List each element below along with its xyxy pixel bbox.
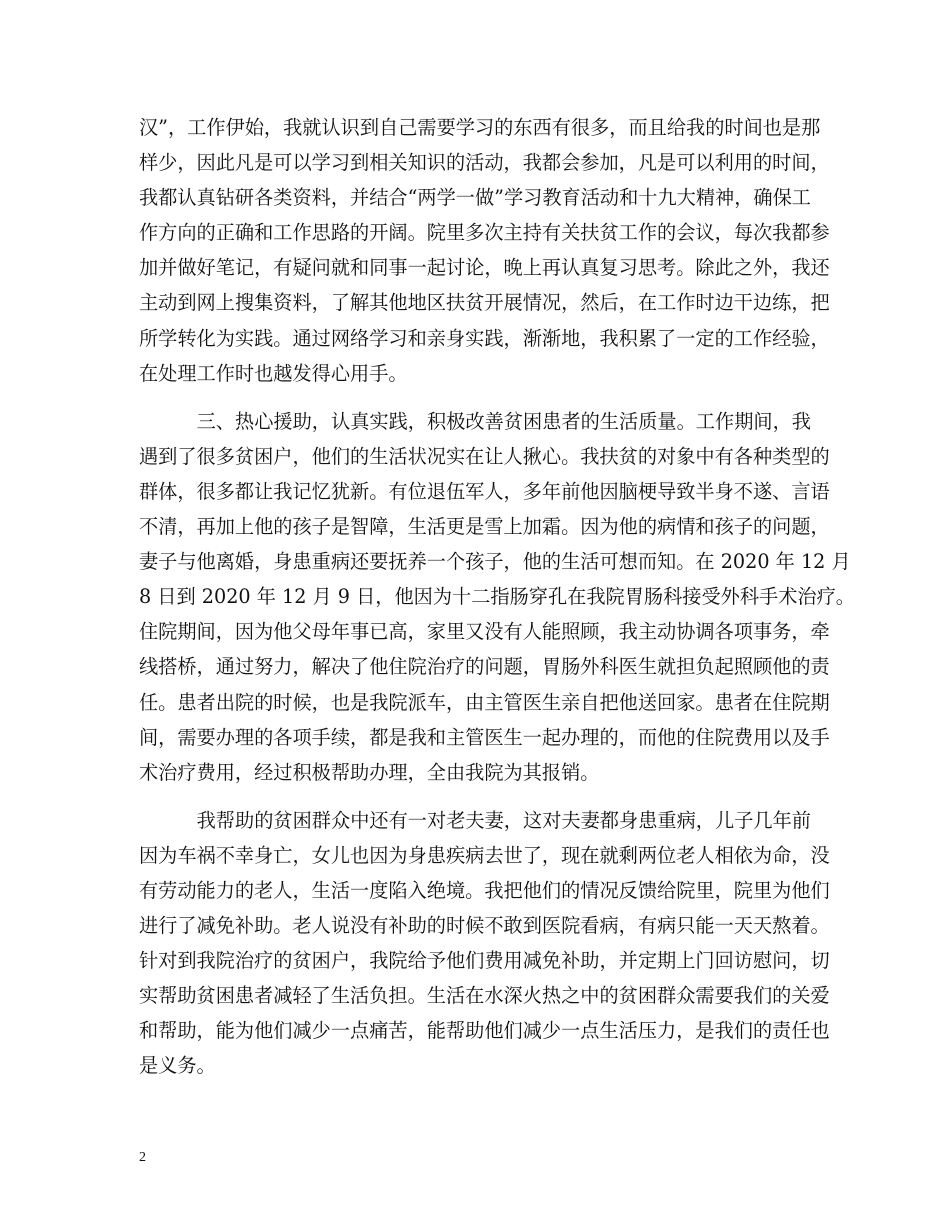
paragraph-2: [139, 404, 855, 790]
text-line: 在处理工作时也越发得心用手。: [139, 361, 408, 385]
text-line: 和帮助，能为他们减少一点痛苦，能帮助他们减少一点生活压力，是我们的责任也: [139, 1019, 830, 1043]
paragraph-spacer: [139, 391, 811, 404]
text-line: 间，需要办理的各项手续，都是我和主管医生一起办理的，而他的住院费用以及手: [139, 725, 830, 749]
paragraph-1: [139, 110, 830, 391]
text-line: 作方向的正确和工作思路的开阔。院里多次主持有关扶贫工作的会议，每次我都参: [139, 221, 830, 245]
text-line: 住院期间，因为他父母年事已高，家里又没有人能照顾，我主动协调各项事务，牵: [139, 620, 830, 644]
text-line: 我帮助的贫困群众中还有一对老夫妻，这对夫妻都身患重病，儿子几年前: [139, 808, 811, 832]
text-line: 所学转化为实践。通过网络学习和亲身实践，渐渐地，我积累了一定的工作经验，: [139, 326, 830, 350]
text-line: 是义务。: [139, 1054, 216, 1078]
text-line: 主动到网上搜集资料，了解其他地区扶贫开展情况，然后，在工作时边干边练，把: [139, 291, 830, 315]
text-line: 汉”，工作伊始，我就认识到自己需要学习的东西有很多，而且给我的时间也是那: [139, 116, 821, 139]
text-line: 三、热心援助，认真实践，积极改善贫困患者的生活质量。工作期间，我: [139, 409, 811, 433]
page-number: 2: [139, 1150, 146, 1165]
text-line: 群体，很多都让我记忆犹新。有位退伍军人，多年前他因脑梗导致半身不遂、言语: [139, 479, 830, 503]
text-line: 妻子与他离婚，身患重病还要抚养一个孩子，他的生活可想而知。在 2020 年 12 月: [139, 550, 851, 574]
text-line: 线搭桥，通过努力，解决了他住院治疗的问题，胃肠外科医生就担负起照顾他的责: [139, 655, 830, 679]
text-line: 因为车祸不幸身亡，女儿也因为身患疾病去世了，现在就剩两位老人相依为命，没: [139, 843, 830, 867]
text-line: 我都认真钻研各类资料，并结合“两学一做”学习教育活动和十九大精神，确保工: [139, 186, 811, 210]
text-line: 样少，因此凡是可以学习到相关知识的活动，我都会参加，凡是可以利用的时间，: [139, 151, 830, 175]
text-line: 8 日到 2020 年 12 月 9 日，他因为十二指肠穿孔在我院胃肠科接受外科手术治疗。: [139, 585, 855, 609]
text-line: 术治疗费用，经过积极帮助办理，全由我院为其报销。: [139, 760, 600, 784]
text-line: 任。患者出院的时候，也是我院派车，由主管医生亲自把他送回家。患者在住院期: [139, 690, 830, 714]
text-line: 不清，再加上他的孩子是智障，生活更是雪上加霜。因为他的病情和孩子的问题，: [139, 515, 830, 539]
text-line: 有劳动能力的老人，生活一度陷入绝境。我把他们的情况反馈给院里，院里为他们: [139, 878, 830, 902]
text-line: 实帮助贫困患者减轻了生活负担。生活在水深火热之中的贫困群众需要我们的关爱: [139, 984, 830, 1008]
text-line: 进行了减免补助。老人说没有补助的时候不敢到医院看病，有病只能一天天熬着。: [139, 914, 830, 938]
text-line: 遇到了很多贫困户，他们的生活状况实在让人揪心。我扶贫的对象中有各种类型的: [139, 444, 830, 468]
text-line: 加并做好笔记，有疑问就和同事一起讨论，晚上再认真复习思考。除此之外，我还: [139, 256, 830, 280]
text-line: 针对到我院治疗的贫困户，我院给予他们费用减免补助，并定期上门回访慰问，切: [139, 949, 830, 973]
document-body: [139, 110, 855, 1084]
paragraph-3: [139, 803, 830, 1084]
paragraph-spacer: [139, 790, 811, 803]
